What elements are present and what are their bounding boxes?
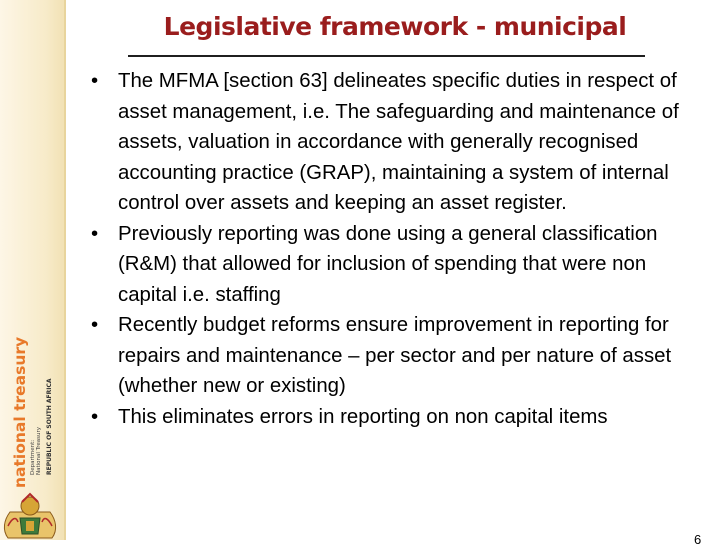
brand-name: national treasury bbox=[11, 336, 29, 488]
country-label: REPUBLIC OF SOUTH AFRICA bbox=[46, 378, 53, 475]
bullet-item: • This eliminates errors in reporting on non capital items bbox=[91, 402, 703, 433]
sidebar-panel bbox=[0, 0, 66, 540]
bullet-list bbox=[91, 66, 703, 432]
bullet-item: • Recently budget reforms ensure improvement in reporting for repairs and maintenance – per sector and per nature of asset (whether new or existing) bbox=[91, 310, 703, 402]
slide-title: Legislative framework - municipal bbox=[163, 12, 627, 41]
department-line-1: Department: bbox=[30, 439, 36, 475]
title-underline bbox=[128, 55, 645, 57]
page-number: 6 bbox=[694, 532, 702, 547]
national-treasury-logo bbox=[0, 0, 66, 540]
bullet-item: • The MFMA [section 63] delineates specific duties in respect of asset management, i.e. The safeguarding and maintenance of assets, valuation in accordance with generally recognised accounting practice (GRAP), maintaining a system of internal control over assets and keeping an asset register. bbox=[91, 66, 703, 219]
department-line-2: National Treasury bbox=[36, 427, 42, 475]
bullet-item: • Previously reporting was done using a general classification (R&M) that allowed for inclusion of spending that were non capital i.e. staffing bbox=[91, 219, 703, 311]
south-africa-coat-of-arms-icon bbox=[4, 494, 55, 538]
